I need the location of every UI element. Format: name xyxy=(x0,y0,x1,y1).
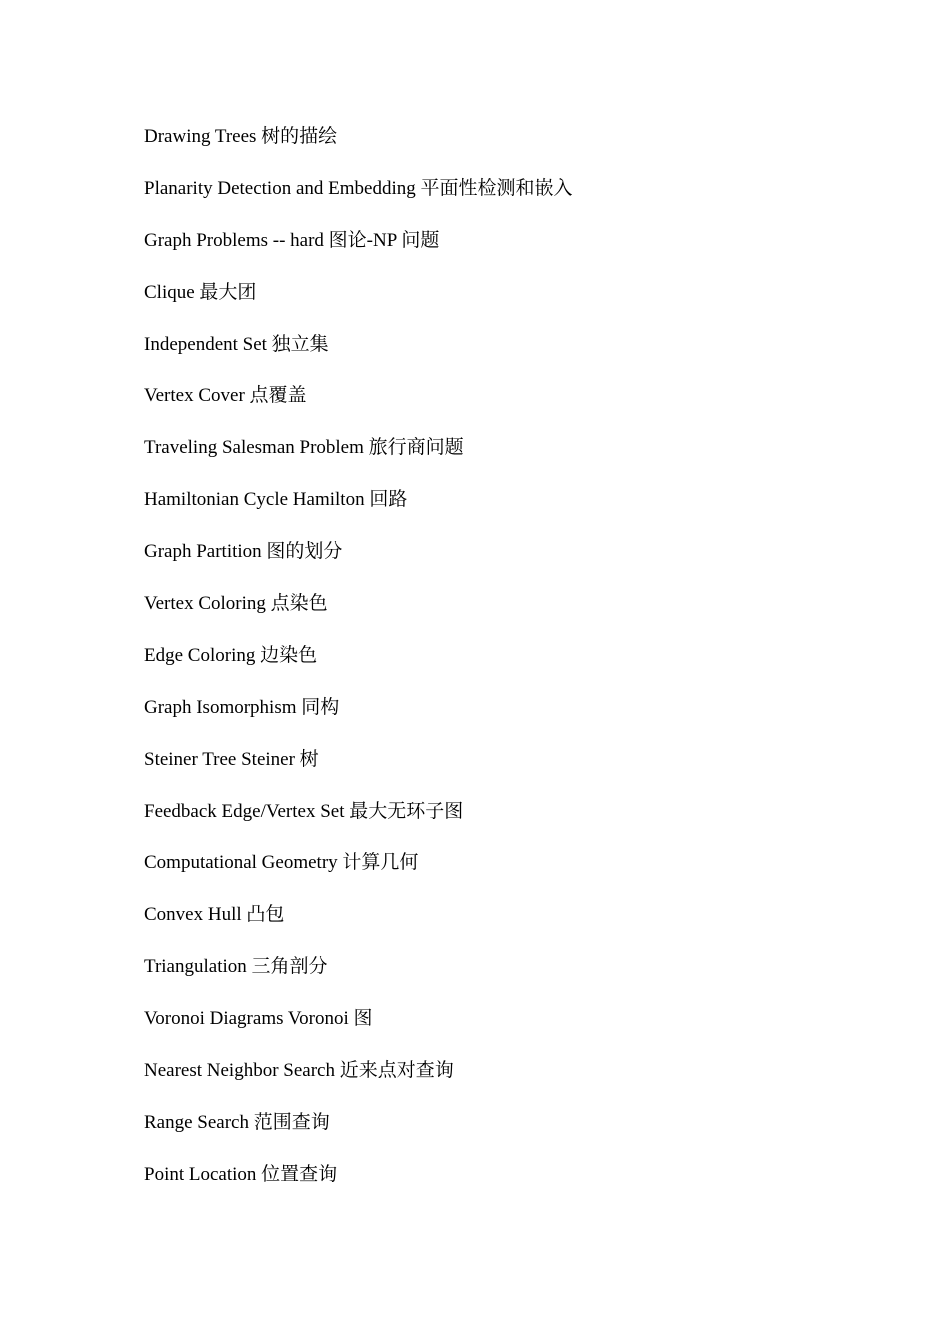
topic-list xyxy=(144,124,572,1214)
list-item: Graph Partition 图的划分 xyxy=(144,541,343,563)
list-item: Traveling Salesman Problem 旅行商问题 xyxy=(144,437,464,459)
list-item: Edge Coloring 边染色 xyxy=(144,644,318,666)
list-item: Drawing Trees 树的描绘 xyxy=(144,126,338,147)
list-item: Clique 最大团 xyxy=(144,281,257,303)
list-item: Convex Hull 凸包 xyxy=(144,904,285,926)
list-item: Feedback Edge/Vertex Set 最大无环子图 xyxy=(144,800,464,822)
list-item: Hamiltonian Cycle Hamilton 回路 xyxy=(144,489,408,511)
list-item: Graph Isomorphism 同构 xyxy=(144,696,340,718)
list-item: Triangulation 三角剖分 xyxy=(144,956,328,978)
list-item: Range Search 范围查询 xyxy=(144,1111,330,1133)
list-item: Graph Problems -- hard 图论-NP 问题 xyxy=(144,229,440,251)
list-item: Vertex Coloring 点染色 xyxy=(144,593,328,615)
list-item: Planarity Detection and Embedding 平面性检测和嵌入 xyxy=(144,177,573,199)
list-item: Voronoi Diagrams Voronoi 图 xyxy=(144,1008,373,1030)
list-item: Steiner Tree Steiner 树 xyxy=(144,748,319,770)
list-item: Computational Geometry 计算几何 xyxy=(144,852,419,874)
list-item: Vertex Cover 点覆盖 xyxy=(144,385,307,407)
list-item: Point Location 位置查询 xyxy=(144,1163,338,1185)
list-item: Independent Set 独立集 xyxy=(144,333,329,355)
list-item: Nearest Neighbor Search 近来点对查询 xyxy=(144,1060,454,1082)
